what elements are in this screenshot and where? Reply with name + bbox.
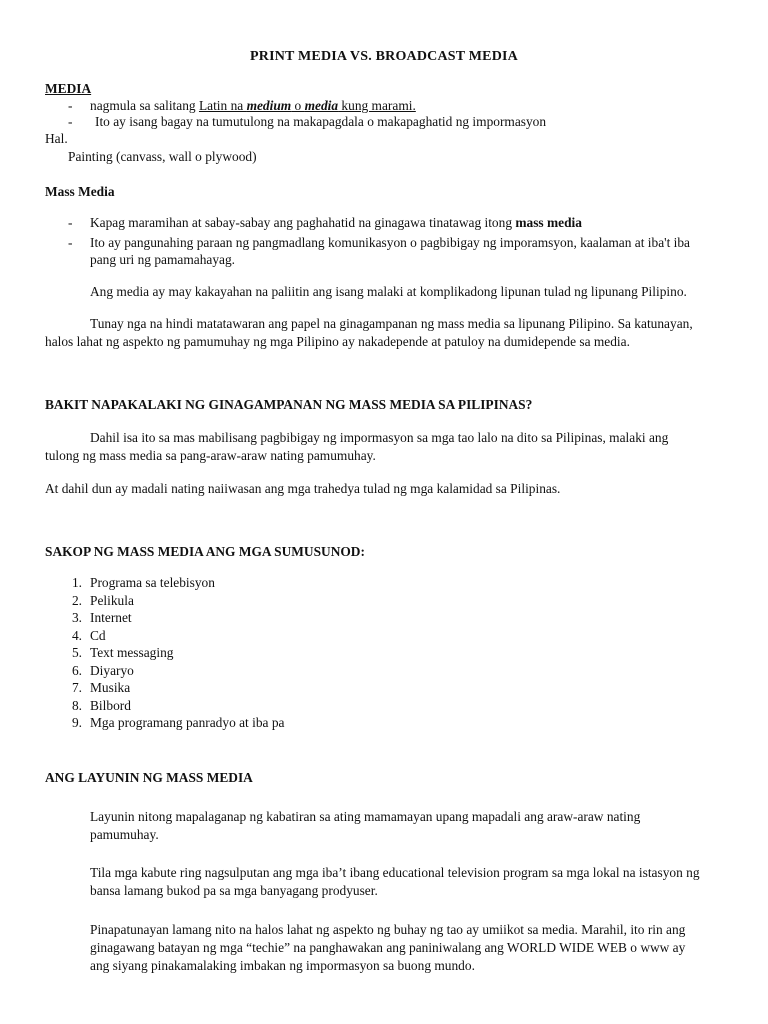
mass-media-bullet1-bold: mass media [515,215,582,230]
list-item-number: 1. [71,575,82,590]
list-item: Diyaryo [90,663,134,678]
media-bullet1-u1: Latin na [198,98,247,113]
list-item-number: 7. [71,680,82,695]
media-bullet1-pre: nagmula sa salitang [90,98,199,113]
list-item: Text messaging [90,645,174,660]
media-heading: MEDIA [45,81,92,96]
list-item-number: 2. [71,593,82,608]
list-item: Internet [90,610,132,625]
media-example: Painting (canvass, wall o plywood) [68,149,257,164]
mass-media-heading: Mass Media [45,184,115,199]
media-bullet1-medium: medium [246,98,292,113]
layunin-para3-line1: Pinapatunayan lamang nito na halos lahat ng aspekto ng buhay ng tao ay umiikot sa media. Marahil, ito rin ang [90,922,686,937]
layunin-para1-line2: pamumuhay. [90,827,159,842]
mass-media-para1: Ang media ay may kakayahan na paliitin ang isang malaki at komplikadong lipunan tulad ng lipunang Pilipino. [90,284,687,299]
mass-media-bullet2-line1: Ito ay pangunahing paraan ng pangmadlang komunikasyon o pagbibigay ng imporamsyon, kaalaman at iba't iba [90,235,691,250]
bakit-para2: At dahil dun ay madali nating naiiwasan ang mga trahedya tulad ng mga kalamidad sa Pilipinas. [45,481,561,496]
list-item: Mga programang panradyo at iba pa [90,715,285,730]
list-item-number: 8. [71,698,82,713]
list-item: Pelikula [90,593,134,608]
mass-media-bullet2-line2: pang uri ng pamamahayag. [90,252,236,267]
layunin-para3-line3: ang siyang pinakamalaking imbakan ng impormasyon sa buong mundo. [90,958,475,973]
list-item-number: 9. [71,715,82,730]
mass-media-para2-line2: halos lahat ng aspekto ng pamumuhay ng mga Pilipino ay nakadepende at patuloy na dumidepende sa media. [45,334,630,349]
layunin-heading: ANG LAYUNIN NG MASS MEDIA [45,770,253,785]
media-bullet1-u2: o [291,98,305,113]
list-item-number: 5. [71,645,82,660]
mass-media-para2-line1: Tunay nga na hindi matatawaran ang papel na ginagampanan ng mass media sa lipunang Pilipino. Sa katunayan, [90,316,693,331]
list-item-number: 6. [71,663,82,678]
mass-media-bullet1-dash: - [68,215,73,230]
media-bullet1-dash: - [68,98,73,113]
bakit-heading: BAKIT NAPAKALAKI NG GINAGAMPANAN NG MASS MEDIA SA PILIPINAS? [45,397,533,412]
sakop-heading: SAKOP NG MASS MEDIA ANG MGA SUMUSUNOD: [45,544,365,559]
media-bullet2-dash: - [68,114,73,129]
layunin-para2-line1: Tila mga kabute ring nagsulputan ang mga iba’t ibang educational television program sa mga lokal na istasyon ng [90,865,700,880]
list-item-number: 3. [71,610,82,625]
media-bullet1-u3: kung marami. [338,98,416,113]
mass-media-bullet1-pre: Kapag maramihan at sabay-sabay ang paghahatid na ginagawa tinatawag itong [90,215,516,230]
list-item: Cd [90,628,106,643]
layunin-para2-line2: bansa lamang bukod pa sa mga banyagang prodyuser. [90,883,378,898]
media-bullet1 [90,97,416,115]
layunin-para3-line2: ginagawang batayan ng mga “techie” na panghawakan ang paniniwalang ang WORLD WIDE WEB o www ay [90,940,686,955]
bakit-para1-line1: Dahil isa ito sa mas mabilisang pagbibigay ng impormasyon sa mga tao lalo na dito sa Pilipinas, malaki ang [90,430,669,445]
list-item: Programa sa telebisyon [90,575,215,590]
list-item: Musika [90,680,131,695]
mass-media-bullet1 [90,214,582,232]
list-item-number: 4. [71,628,82,643]
list-item: Bilbord [90,698,131,713]
bakit-para1-line2: tulong ng mass media sa pang-araw-araw nating pamumuhay. [45,448,376,463]
mass-media-bullet2-dash: - [68,235,73,250]
media-bullet1-media: media [304,98,339,113]
media-hal: Hal. [45,131,68,146]
layunin-para1-line1: Layunin nitong mapalaganap ng kabatiran sa ating mamamayan upang mapadali ang araw-araw nating [90,809,641,824]
media-bullet2: Ito ay isang bagay na tumutulong na makapagdala o makapaghatid ng impormasyon [95,114,547,129]
page-title: PRINT MEDIA VS. BROADCAST MEDIA [250,49,518,64]
